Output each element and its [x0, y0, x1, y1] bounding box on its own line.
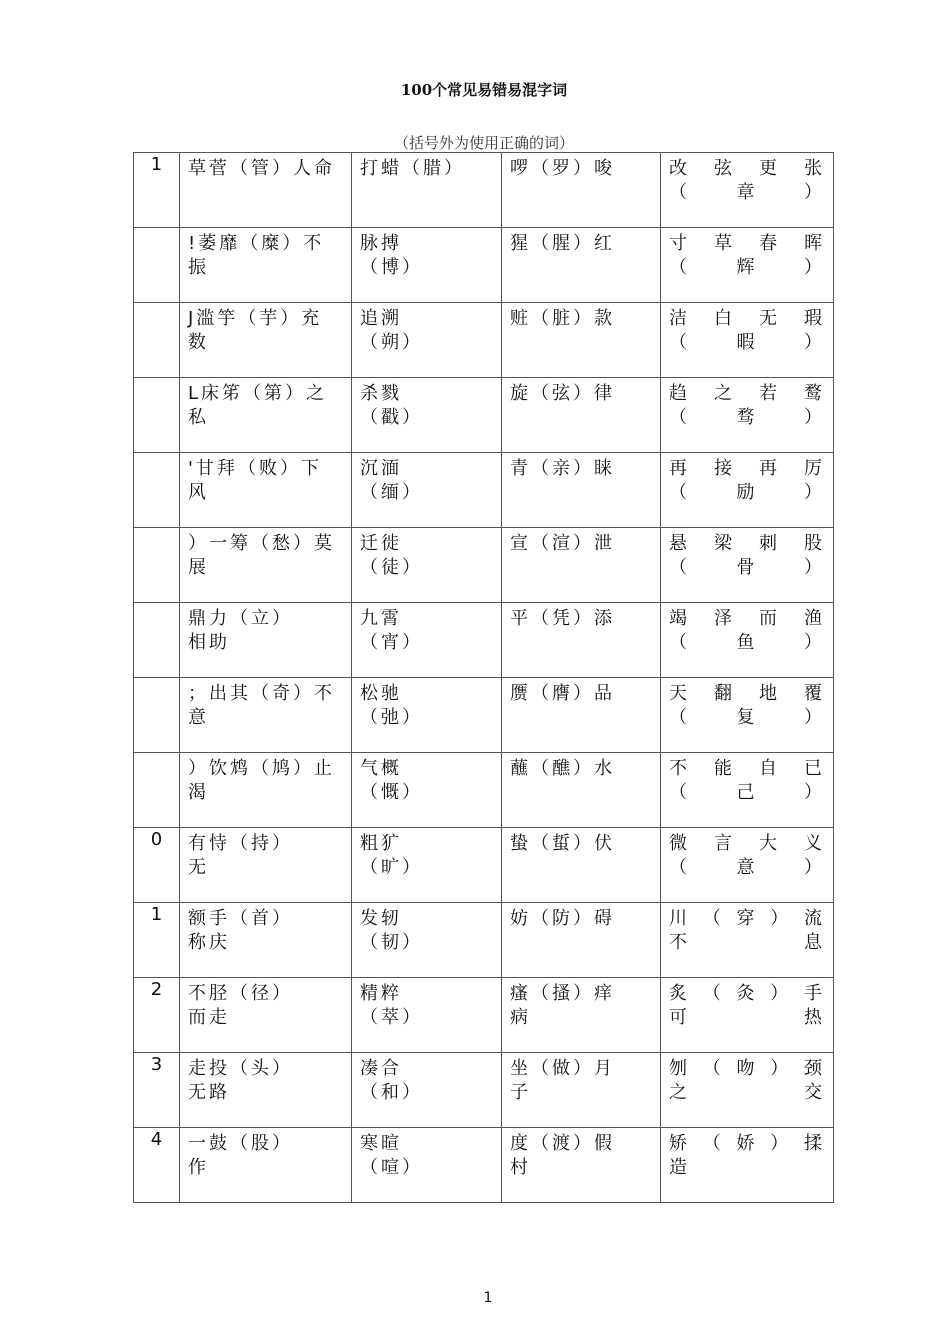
row-number-cell — [134, 753, 180, 828]
word-cell-col2-line1: 精粹 — [360, 983, 402, 1004]
word-cell-col4-line2: （意） — [669, 857, 825, 878]
word-cell-col2-line1: 粗犷 — [360, 833, 402, 854]
word-cell-col3 — [502, 153, 661, 228]
word-cell-col1 — [180, 378, 352, 453]
word-cell-col1-line2: 相助 — [188, 632, 230, 653]
word-cell-col4 — [661, 228, 834, 303]
page-number: 1 — [483, 1290, 493, 1306]
table-row — [134, 528, 834, 603]
word-cell-col3-line1: 宣（渲）泄 — [510, 533, 615, 554]
row-number — [134, 453, 179, 457]
word-cell-col2 — [352, 828, 502, 903]
word-cell-col4 — [661, 303, 834, 378]
table-row — [134, 978, 834, 1053]
word-cell-col4-line2: （励） — [669, 482, 825, 503]
word-cell-col1-line1: ）饮鸩（鸠）止 — [188, 758, 335, 779]
word-cell-col4 — [661, 753, 834, 828]
word-cell-col4-line1: 洁白无瑕 — [669, 308, 825, 329]
word-cell-col1-line2: 称庆 — [188, 932, 230, 953]
word-cell-col2-line1: 迁徙 — [360, 533, 402, 554]
row-number: 2 — [150, 979, 163, 1000]
word-cell-col2-line2: （韧） — [360, 932, 423, 953]
table-row — [134, 678, 834, 753]
word-cell-col3 — [502, 528, 661, 603]
word-cell-col2-line1: 凑合 — [360, 1058, 402, 1079]
table-row — [134, 603, 834, 678]
word-cell-col4-line1: 不能自已 — [669, 758, 825, 779]
document-title: 100个常见易错易混字词 — [400, 81, 568, 99]
row-number — [134, 528, 179, 532]
word-cell-col3 — [502, 453, 661, 528]
row-number-cell — [134, 903, 180, 978]
table-row — [134, 903, 834, 978]
word-cell-col4-line1: 改弦更张 — [669, 158, 825, 179]
word-cell-col2 — [352, 978, 502, 1053]
word-cell-col1-line1: 不胫（径） — [188, 983, 293, 1004]
word-cell-col2-line2: （戳） — [360, 407, 423, 428]
row-number-cell — [134, 1128, 180, 1203]
word-cell-col2-line2: （喧） — [360, 1157, 423, 1178]
word-cell-col3-line1: 蛰（蜇）伏 — [510, 833, 615, 854]
row-number — [134, 753, 179, 757]
word-cell-col4 — [661, 828, 834, 903]
row-number — [134, 603, 179, 607]
word-cell-col3-line1: 旋（弦）律 — [510, 383, 615, 404]
word-cell-col1-line1: 走投（头） — [188, 1058, 293, 1079]
row-number-cell — [134, 228, 180, 303]
word-cell-col3 — [502, 603, 661, 678]
word-cell-col1 — [180, 678, 352, 753]
row-number-cell — [134, 828, 180, 903]
word-cell-col4-line2: （己） — [669, 782, 825, 803]
word-cell-col1 — [180, 753, 352, 828]
row-number — [134, 228, 179, 232]
word-cell-col1-line1: 鼎力（立） — [188, 608, 293, 629]
word-cell-col4-line2: 不息 — [669, 932, 825, 953]
word-cell-col4 — [661, 603, 834, 678]
word-cell-col1-line2: 数 — [188, 332, 209, 353]
word-cell-col3 — [502, 978, 661, 1053]
row-number-cell — [134, 528, 180, 603]
word-cell-col2-line1: 沉湎 — [360, 458, 402, 479]
row-number — [134, 303, 179, 307]
table-row — [134, 453, 834, 528]
word-cell-col1-line1: '甘拜（败）下 — [188, 458, 322, 479]
word-cell-col3-line1: 度（渡）假 — [510, 1133, 615, 1154]
word-cell-col4-line2: （辉） — [669, 257, 825, 278]
table-row — [134, 753, 834, 828]
word-cell-col1 — [180, 1053, 352, 1128]
word-cell-col2-line2: （博） — [360, 257, 423, 278]
word-cell-col4 — [661, 978, 834, 1053]
word-cell-col2-line2: （弛） — [360, 707, 423, 728]
word-cell-col3-line1: 妨（防）碍 — [510, 908, 615, 929]
word-cell-col4-line2: 之交 — [669, 1082, 825, 1103]
word-cell-col2-line1: 九霄 — [360, 608, 402, 629]
row-number — [134, 678, 179, 682]
word-cell-col4-line1: 微言大义 — [669, 833, 825, 854]
word-cell-col3-line2: 村 — [510, 1157, 531, 1178]
row-number — [134, 378, 179, 382]
word-cell-col1 — [180, 1128, 352, 1203]
word-cell-col4-line2: （骛） — [669, 407, 825, 428]
word-cell-col1-line1: ）一筹（愁）莫 — [188, 533, 335, 554]
table-row — [134, 1053, 834, 1128]
word-cell-col4-line1: 川（穿）流 — [669, 908, 825, 929]
word-cell-col2-line2: （朔） — [360, 332, 423, 353]
row-number: 1 — [150, 154, 163, 175]
row-number-cell — [134, 678, 180, 753]
word-cell-col2-line1: 寒暄 — [360, 1133, 402, 1154]
word-cell-col1-line2: 作 — [188, 1157, 209, 1178]
word-cell-col4 — [661, 528, 834, 603]
word-cell-col3-line2: 病 — [510, 1007, 531, 1028]
word-cell-col3 — [502, 1128, 661, 1203]
word-cell-col4 — [661, 678, 834, 753]
word-cell-col4 — [661, 903, 834, 978]
word-cell-col3 — [502, 828, 661, 903]
word-cell-col1-line1: 有恃（持） — [188, 833, 293, 854]
word-cell-col1 — [180, 903, 352, 978]
word-cell-col1 — [180, 153, 352, 228]
word-cell-col4-line1: 刎（吻）颈 — [669, 1058, 825, 1079]
word-cell-col1 — [180, 303, 352, 378]
word-cell-col2-line1: 打蜡（腊） — [360, 158, 465, 179]
word-cell-col1-line2: 渴 — [188, 782, 209, 803]
word-cell-col3-line2: 子 — [510, 1082, 531, 1103]
word-cell-col1-line2: 展 — [188, 557, 209, 578]
word-cell-col1 — [180, 228, 352, 303]
word-cell-col2-line1: 发轫 — [360, 908, 402, 929]
row-number: 3 — [150, 1054, 163, 1075]
word-cell-col1 — [180, 528, 352, 603]
word-cell-col3 — [502, 228, 661, 303]
word-cell-col4 — [661, 153, 834, 228]
word-cell-col4-line1: 再接再厉 — [669, 458, 825, 479]
word-cell-col2-line2: （和） — [360, 1082, 423, 1103]
document-subtitle: （括号外为使用正确的词） — [393, 134, 574, 152]
word-cell-col2-line2: （缅） — [360, 482, 423, 503]
word-cell-col3 — [502, 753, 661, 828]
word-cell-col3-line1: 蘸（醮）水 — [510, 758, 615, 779]
word-cell-col1-line1: L床笫（第）之 — [188, 383, 328, 404]
word-cell-col4-line2: 可热 — [669, 1007, 825, 1028]
word-cell-col1-line2: 而走 — [188, 1007, 230, 1028]
word-cell-col4-line1: 炙（灸）手 — [669, 983, 825, 1004]
word-cell-col2 — [352, 528, 502, 603]
word-cell-col4 — [661, 1128, 834, 1203]
word-cell-col4-line1: 趋之若鹜 — [669, 383, 825, 404]
word-cell-col4-line1: 天翻地覆 — [669, 683, 825, 704]
word-cell-col3-line1: 赃（脏）款 — [510, 308, 615, 329]
word-cell-col4 — [661, 378, 834, 453]
word-cell-col2-line1: 松驰 — [360, 683, 402, 704]
word-cell-col1-line1: J滥竽（芋）充 — [188, 308, 323, 329]
word-cell-col2 — [352, 153, 502, 228]
word-cell-col3 — [502, 678, 661, 753]
word-cell-col1-line2: 无 — [188, 857, 209, 878]
word-cell-col4-line2: （骨） — [669, 557, 825, 578]
word-cell-col1 — [180, 453, 352, 528]
word-cell-col4-line2: （复） — [669, 707, 825, 728]
word-cell-col1-line2: 风 — [188, 482, 209, 503]
word-cell-col4-line2: 造 — [669, 1157, 690, 1178]
row-number-cell — [134, 303, 180, 378]
table-row — [134, 828, 834, 903]
word-cell-col4 — [661, 453, 834, 528]
word-cell-col4 — [661, 1053, 834, 1128]
word-cell-col4-line2: （鱼） — [669, 632, 825, 653]
row-number: 1 — [150, 904, 163, 925]
word-cell-col1-line1: 额手（首） — [188, 908, 293, 929]
word-cell-col2-line2: （慨） — [360, 782, 423, 803]
row-number-cell — [134, 153, 180, 228]
word-cell-col1 — [180, 603, 352, 678]
word-cell-col3-line1: 青（亲）睐 — [510, 458, 615, 479]
word-table — [133, 152, 834, 1203]
word-cell-col1 — [180, 978, 352, 1053]
row-number: 4 — [150, 1129, 163, 1150]
word-cell-col2-line1: 脉搏 — [360, 233, 402, 254]
word-cell-col1-line1: 草菅（管）人命 — [188, 158, 335, 179]
word-cell-col1-line2: 振 — [188, 257, 209, 278]
row-number-cell — [134, 453, 180, 528]
word-cell-col2 — [352, 1053, 502, 1128]
word-cell-col4-line1: 竭泽而渔 — [669, 608, 825, 629]
word-cell-col3-line1: 瘙（搔）痒 — [510, 983, 615, 1004]
word-cell-col1-line1: ；出其（奇）不 — [188, 683, 335, 704]
table-row — [134, 303, 834, 378]
word-cell-col2-line1: 追溯 — [360, 308, 402, 329]
table-row — [134, 228, 834, 303]
word-cell-col2 — [352, 303, 502, 378]
row-number-cell — [134, 978, 180, 1053]
word-cell-col3-line1: 啰（罗）唆 — [510, 158, 615, 179]
row-number-cell — [134, 378, 180, 453]
word-cell-col3 — [502, 303, 661, 378]
word-cell-col2 — [352, 228, 502, 303]
table-row — [134, 378, 834, 453]
word-cell-col1 — [180, 828, 352, 903]
word-cell-col2-line2: （宵） — [360, 632, 423, 653]
word-cell-col3 — [502, 903, 661, 978]
word-cell-col2 — [352, 378, 502, 453]
word-cell-col2 — [352, 1128, 502, 1203]
row-number: 0 — [150, 829, 163, 850]
word-cell-col2 — [352, 678, 502, 753]
word-cell-col2 — [352, 453, 502, 528]
word-cell-col4-line1: 寸草春晖 — [669, 233, 825, 254]
word-cell-col2-line1: 杀戮 — [360, 383, 402, 404]
word-cell-col4-line1: 矫（娇）揉 — [669, 1133, 825, 1154]
word-cell-col3 — [502, 1053, 661, 1128]
word-cell-col2-line2: （萃） — [360, 1007, 423, 1028]
row-number-cell — [134, 603, 180, 678]
word-cell-col3-line1: 平（凭）添 — [510, 608, 615, 629]
word-cell-col2-line1: 气概 — [360, 758, 402, 779]
word-cell-col3 — [502, 378, 661, 453]
row-number-cell — [134, 1053, 180, 1128]
word-cell-col2-line2: （旷） — [360, 857, 423, 878]
word-cell-col1-line1: !萎靡（糜）不 — [188, 233, 325, 254]
table-row — [134, 153, 834, 228]
word-cell-col4-line2: （暇） — [669, 332, 825, 353]
word-cell-col1-line2: 私 — [188, 407, 209, 428]
word-cell-col2 — [352, 603, 502, 678]
word-cell-col2-line2: （徒） — [360, 557, 423, 578]
word-cell-col4-line1: 悬梁刺股 — [669, 533, 825, 554]
word-cell-col2 — [352, 753, 502, 828]
word-cell-col3-line1: 赝（膺）品 — [510, 683, 615, 704]
word-cell-col1-line2: 无路 — [188, 1082, 230, 1103]
word-cell-col2 — [352, 903, 502, 978]
word-cell-col3-line1: 猩（腥）红 — [510, 233, 615, 254]
table-row — [134, 1128, 834, 1203]
word-cell-col4-line2: （章） — [669, 182, 825, 203]
word-cell-col1-line1: 一鼓（股） — [188, 1133, 293, 1154]
word-cell-col3-line1: 坐（做）月 — [510, 1058, 615, 1079]
word-cell-col1-line2: 意 — [188, 707, 209, 728]
